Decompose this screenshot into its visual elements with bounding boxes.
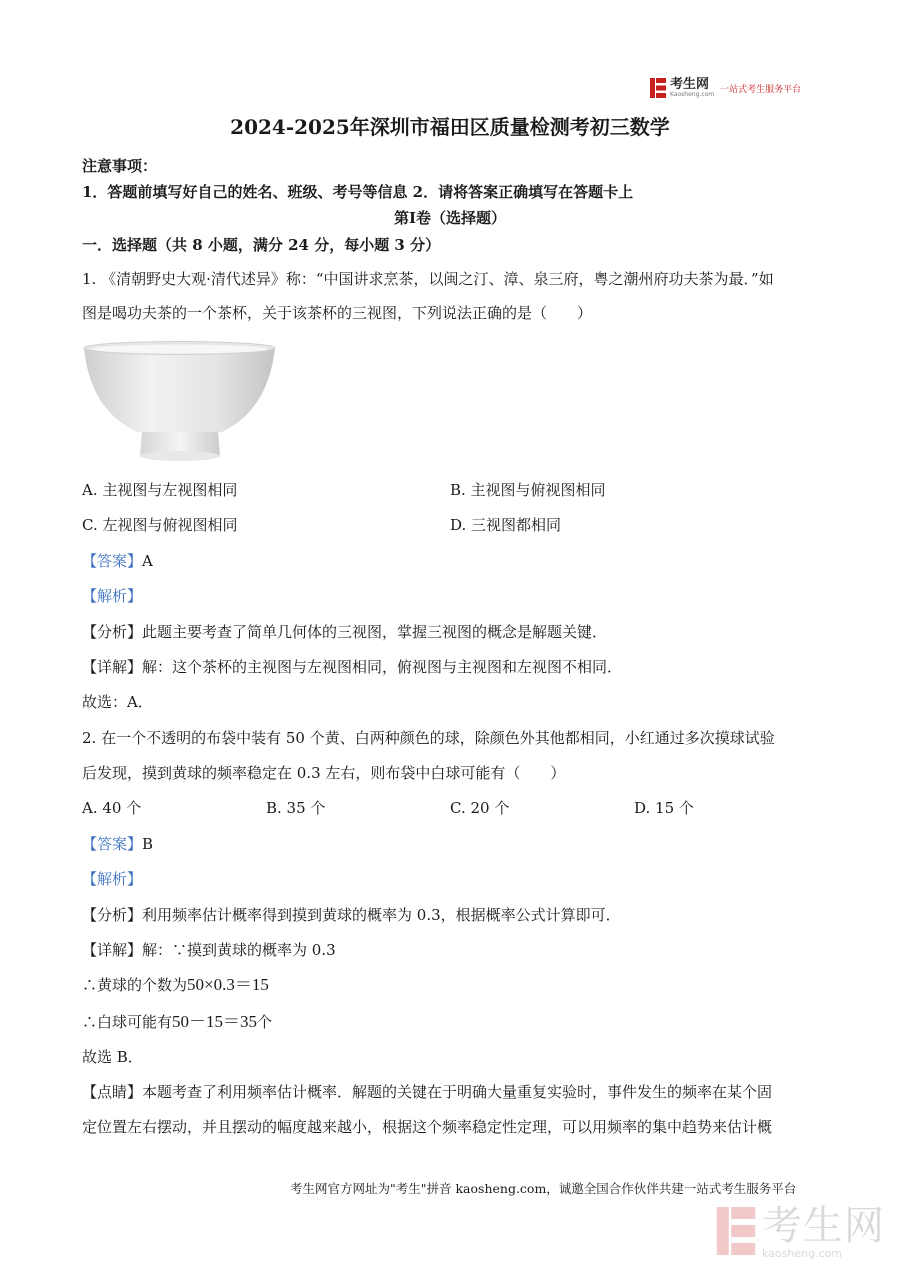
q1-option-a: A. 主视图与左视图相同: [82, 481, 238, 499]
q2-option-a: A. 40 个: [82, 799, 142, 817]
q2-option-c: C. 20 个: [450, 799, 510, 817]
q1-option-b: B. 主视图与俯视图相同: [450, 481, 606, 499]
notice-line: 1．答题前填写好自己的姓名、班级、考号等信息 2．请将答案正确填写在答题卡上: [82, 183, 634, 201]
answer-tag: 【答案】: [82, 835, 143, 853]
q1-analysis-tag: 【解析】: [82, 587, 143, 605]
q2-stem-line1: 2. 在一个不透明的布袋中装有 50 个黄、白两种颜色的球，除颜色外其他都相同，小红通过多次摸球试验: [82, 729, 775, 747]
section-heading: 一．选择题（共 8 小题，满分 24 分，每小题 3 分）: [82, 236, 441, 254]
step1-prefix: ∴黄球的个数为: [82, 976, 188, 994]
answer-value: A: [142, 552, 153, 570]
watermark: [716, 1203, 885, 1260]
q2-option-d: D. 15 个: [634, 799, 694, 817]
q2-dianjing-line2: 定位置左右摆动，并且摆动的幅度越来越小，根据这个频率稳定性定理，可以用频率的集中趋势来估计概: [82, 1118, 773, 1136]
q2-step2: [82, 1012, 272, 1032]
q2-analysis-tag: 【解析】: [82, 870, 143, 888]
q1-xiangjie: 【详解】解：这个茶杯的主视图与左视图相同，俯视图与主视图和左视图不相同．: [82, 658, 623, 676]
q1-option-c: C. 左视图与俯视图相同: [82, 516, 238, 534]
q2-answer: [82, 834, 153, 854]
q1-stem-line1: 1. 《清朝野史大观·清代述异》称：“中国讲求烹茶，以闽之汀、漳、泉三府，粤之潮州府功夫茶为最．”如: [82, 270, 774, 288]
q1-fenxi: 【分析】此题主要考查了简单几何体的三视图，掌握三视图的概念是解题关键．: [82, 623, 608, 641]
page-footer: 考生网官方网址为"考生"拼音 kaosheng.com，诚邀全国合作伙伴共建一站式考生服务平台: [290, 1181, 797, 1196]
q2-option-b: B. 35 个: [266, 799, 326, 817]
q2-step1: [82, 975, 269, 995]
watermark-name: 考生网: [762, 1203, 885, 1249]
step2-prefix: ∴白球可能有: [82, 1013, 173, 1031]
q2-stem-line2: 后发现，摸到黄球的频率稳定在 0.3 左右，则布袋中白球可能有（ ）: [82, 764, 566, 782]
step2-suffix: 个: [257, 1013, 273, 1031]
q2-fenxi: 【分析】利用频率估计概率得到摸到黄球的概率为 0.3，根据概率公式计算即可．: [82, 906, 621, 924]
header-slogan: 一站式考生服务平台: [720, 84, 802, 95]
teacup-image: [82, 340, 277, 468]
page-title: 2024-2025年深圳市福田区质量检测考初三数学: [230, 115, 670, 139]
step2-math: 50－15＝35: [172, 1012, 258, 1031]
header-logo: [650, 74, 801, 102]
q2-dianjing-line1: 【点睛】本题考查了利用频率估计概率．解题的关键在于明确大量重复实验时，事件发生的频率在某个固: [82, 1083, 773, 1101]
q1-option-d: D. 三视图都相同: [450, 516, 562, 534]
answer-value: B: [142, 835, 154, 853]
watermark-domain: kaosheng.com: [762, 1247, 843, 1260]
q1-stem-line2: 图是喝功夫茶的一个茶杯，关于该茶杯的三视图，下列说法正确的是（ ）: [82, 304, 593, 322]
step1-math: 50×0.3＝15: [187, 975, 269, 994]
answer-tag: 【答案】: [82, 552, 143, 570]
kaosheng-logo-icon: [650, 78, 666, 98]
logo-domain: Kaosheng.com: [670, 91, 715, 98]
q2-xiangjie: 【详解】解：∵摸到黄球的概率为 0.3: [82, 941, 336, 959]
q1-answer: [82, 551, 153, 571]
volume-title: 第Ⅰ卷（选择题）: [393, 209, 507, 227]
q2-choice: 故选 B．: [82, 1048, 143, 1066]
logo-name: 考生网: [670, 77, 710, 92]
watermark-logo-icon: [716, 1207, 756, 1259]
q1-choice: 故选：A．: [82, 693, 153, 711]
notice-heading: 注意事项：: [82, 157, 158, 175]
